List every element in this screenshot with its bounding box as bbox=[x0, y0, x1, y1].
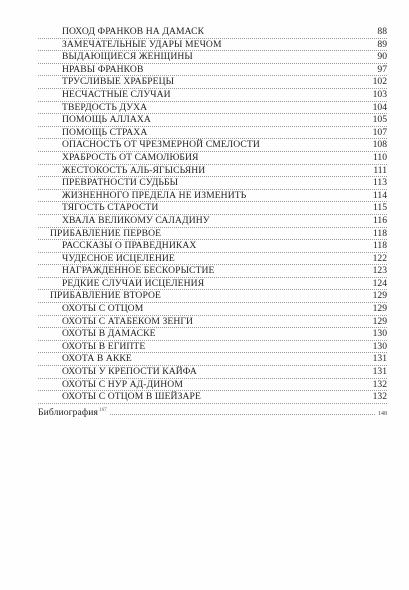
toc-entry-page: 124 bbox=[372, 277, 387, 289]
toc-entry-page: 107 bbox=[372, 126, 387, 138]
toc-entry-title: НРАВЫ ФРАНКОВ bbox=[62, 63, 144, 75]
toc-entry bbox=[38, 39, 387, 52]
toc-entry-page: 88 bbox=[377, 26, 387, 37]
toc-entry bbox=[38, 89, 387, 102]
toc-entry-title: ВЫДАЮЩИЕСЯ ЖЕНЩИНЫ bbox=[62, 51, 193, 63]
toc-entry bbox=[38, 215, 387, 228]
toc-entry-title: ОХОТЫ С ОТЦОМ bbox=[62, 303, 144, 315]
toc-entry-page: 122 bbox=[372, 252, 387, 264]
toc-entry-page: 131 bbox=[372, 366, 387, 378]
toc-entry-page: 102 bbox=[372, 76, 387, 88]
toc-entry bbox=[38, 303, 387, 316]
toc-entry-title: ОХОТА В АККЕ bbox=[62, 353, 132, 365]
toc-entry-page: 130 bbox=[372, 340, 387, 352]
toc-entry-page: 129 bbox=[372, 315, 387, 327]
toc-entry bbox=[38, 76, 387, 89]
toc-entry-title: ПРЕВРАТНОСТИ СУДЬБЫ bbox=[62, 177, 179, 189]
toc-entry-page: 89 bbox=[377, 38, 387, 50]
toc-entry bbox=[38, 114, 387, 127]
toc-entry-page: 148 bbox=[377, 409, 387, 421]
toc-entry-title: ОПАСНОСТЬ ОТ ЧРЕЗМЕРНОЙ СМЕЛОСТИ bbox=[62, 139, 260, 151]
toc-entry bbox=[38, 316, 387, 329]
toc-entry bbox=[38, 190, 387, 203]
toc-entry-page: 132 bbox=[372, 391, 387, 403]
toc-entry bbox=[38, 290, 387, 303]
toc-entry-page: 116 bbox=[372, 214, 387, 226]
toc-entry bbox=[38, 202, 387, 215]
toc-entry-page: 129 bbox=[372, 290, 387, 302]
toc-entry-title: ТВЕРДОСТЬ ДУХА bbox=[62, 101, 148, 113]
toc-entry bbox=[38, 353, 387, 366]
toc-entry-page: 118 bbox=[372, 227, 387, 239]
toc-entry-title: НАГРАЖДЕННОЕ БЕСКОРЫСТИЕ bbox=[62, 265, 215, 277]
toc-entry-title: ЗАМЕЧАТЕЛЬНЫЕ УДАРЫ МЕЧОМ bbox=[62, 38, 222, 50]
toc-entry-title: ЖИЗНЕННОГО ПРЕДЕЛА НЕ ИЗМЕНИТЬ bbox=[62, 189, 247, 201]
toc-entry-title: ЖЕСТОКОСТЬ АЛЬ-ЯГЫСЬЯНИ bbox=[62, 164, 206, 176]
toc-entry bbox=[38, 165, 387, 178]
toc-entry-title: ПРИБАВЛЕНИЕ ВТОРОЕ bbox=[50, 290, 161, 302]
toc-entry-page: 97 bbox=[377, 63, 387, 75]
toc-entry-title: ПОХОД ФРАНКОВ НА ДАМАСК bbox=[62, 26, 205, 37]
toc-entry bbox=[38, 26, 387, 39]
toc-entry bbox=[38, 228, 387, 241]
toc-entry-page: 105 bbox=[372, 114, 387, 126]
toc-entry bbox=[38, 253, 387, 266]
toc-entry-page: 90 bbox=[377, 51, 387, 63]
toc-entry-page: 108 bbox=[372, 139, 387, 151]
toc-entry-superscript: 167 bbox=[98, 407, 107, 413]
toc-entry-title: РАССКАЗЫ О ПРАВЕДНИКАХ bbox=[62, 240, 197, 252]
toc-entry-title: ТЯГОСТЬ СТАРОСТИ bbox=[62, 202, 159, 214]
toc-entry bbox=[38, 177, 387, 190]
toc-entry-title: Библиография$^{167}$ bbox=[38, 405, 108, 419]
toc-entry-page: 114 bbox=[372, 189, 387, 201]
toc-entry-title: НЕСЧАСТНЫЕ СЛУЧАИ bbox=[62, 88, 171, 100]
toc-entry bbox=[38, 391, 387, 404]
toc-entry-page: 131 bbox=[372, 353, 387, 365]
toc-entry-title: ОХОТЫ В ДАМАСКЕ bbox=[62, 328, 156, 340]
toc-entry-page: 123 bbox=[372, 265, 387, 277]
toc-entry bbox=[38, 265, 387, 278]
toc-entry-title: ХВАЛА ВЕЛИКОМУ САЛАДИНУ bbox=[62, 214, 210, 226]
toc-entry-title: ОХОТЫ С АТАБЕКОМ ЗЕНГИ bbox=[62, 315, 194, 327]
toc-entry-page: 103 bbox=[372, 88, 387, 100]
toc-leader-dots bbox=[110, 414, 375, 415]
toc-entry-page: 104 bbox=[372, 101, 387, 113]
toc-entry bbox=[38, 152, 387, 165]
toc-entry bbox=[38, 328, 387, 341]
toc-entry-title: ПРИБАВЛЕНИЕ ПЕРВОЕ bbox=[50, 227, 162, 239]
toc-entry bbox=[38, 102, 387, 115]
toc-entry-page: 129 bbox=[372, 303, 387, 315]
toc-entry-page: 111 bbox=[373, 164, 387, 176]
toc-entry-title: ТРУСЛИВЫЕ ХРАБРЕЦЫ bbox=[62, 76, 175, 88]
toc-entry-page: 132 bbox=[372, 378, 387, 390]
toc-entry bbox=[38, 127, 387, 140]
toc-entry bbox=[38, 51, 387, 64]
table-of-contents bbox=[38, 26, 387, 417]
toc-entry-title: ПОМОЩЬ АЛЛАХА bbox=[62, 114, 151, 126]
toc-entry-title: ХРАБРОСТЬ ОТ САМОЛЮБИЯ bbox=[62, 151, 199, 163]
toc-entry bbox=[38, 379, 387, 392]
toc-entry bbox=[38, 64, 387, 77]
toc-entry-title: РЕДКИЕ СЛУЧАИ ИСЦЕЛЕНИЯ bbox=[62, 277, 205, 289]
toc-entry bbox=[38, 240, 387, 253]
toc-entry-page: 118 bbox=[372, 240, 387, 252]
toc-entry-page: 113 bbox=[372, 177, 387, 189]
toc-entry-bibliography bbox=[38, 405, 387, 417]
toc-entry-page: 110 bbox=[372, 151, 387, 163]
toc-entry-title: ОХОТЫ У КРЕПОСТИ КАЙФА bbox=[62, 366, 197, 378]
toc-entry-title: ОХОТЫ В ЕГИПТЕ bbox=[62, 340, 146, 352]
toc-entry-title: ОХОТЫ С НУР АД-ДИНОМ bbox=[62, 378, 183, 390]
toc-entry bbox=[38, 366, 387, 379]
toc-entry bbox=[38, 341, 387, 354]
toc-entry-title: ОХОТЫ С ОТЦОМ В ШЕЙЗАРЕ bbox=[62, 391, 201, 403]
toc-entry-title: ЧУДЕСНОЕ ИСЦЕЛЕНИЕ bbox=[62, 252, 175, 264]
toc-entry-page: 130 bbox=[372, 328, 387, 340]
toc-entry bbox=[38, 278, 387, 291]
toc-entry bbox=[38, 139, 387, 152]
toc-entry-page: 115 bbox=[372, 202, 387, 214]
toc-entry-title: ПОМОЩЬ СТРАХА bbox=[62, 126, 148, 138]
